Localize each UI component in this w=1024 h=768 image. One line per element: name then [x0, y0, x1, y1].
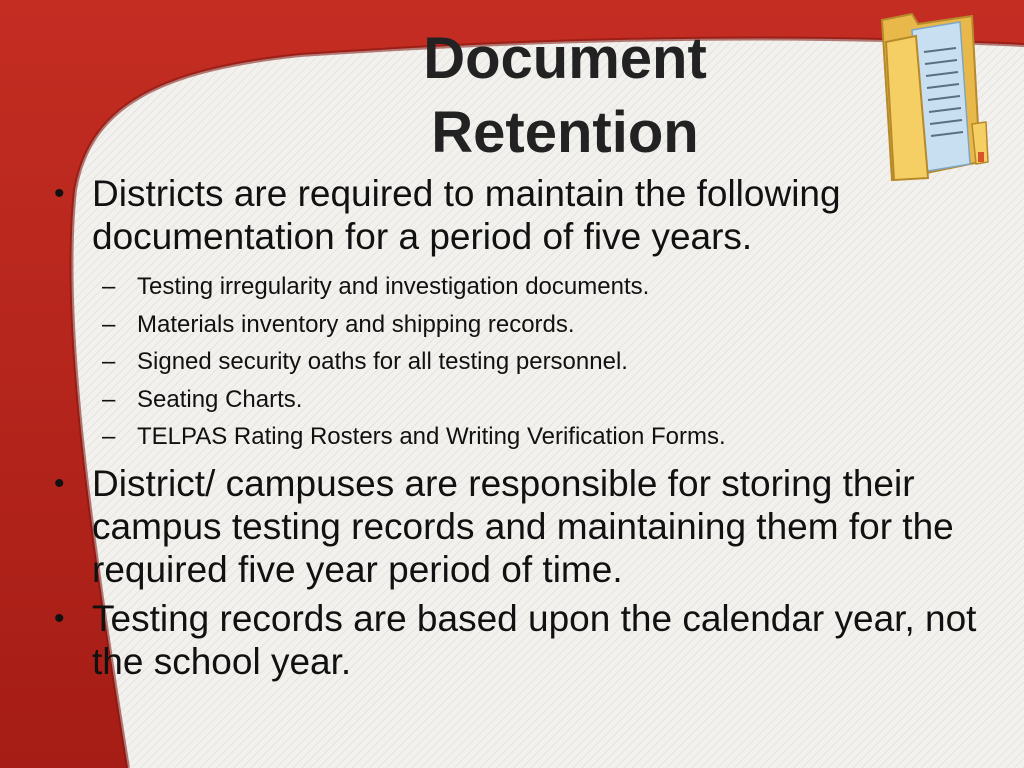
bullet-marker: • [54, 466, 65, 500]
dash-marker: – [102, 423, 116, 450]
bullet-text: Districts are required to maintain the following documentation for a period of five years. [92, 173, 841, 257]
slide-body [52, 172, 1002, 683]
sub-list-item [52, 418, 1002, 456]
sub-list-item [52, 306, 1002, 344]
bullet-text: District/ campuses are responsible for storing their campus testing records and maintaining them for the required five year period of time. [92, 462, 954, 590]
bullet-item [52, 172, 1002, 258]
sub-item-text: Signed security oaths for all testing personnel. [137, 348, 628, 375]
dash-marker: – [102, 348, 116, 375]
bullet-marker: • [54, 177, 65, 210]
dash-marker: – [102, 385, 116, 413]
dash-marker: – [102, 273, 116, 300]
sub-list-item [52, 343, 1002, 381]
sub-list [52, 268, 1002, 456]
page-title [300, 22, 830, 170]
bullet-marker: • [54, 601, 65, 635]
bullet-text: Testing records are based upon the calendar year, not the school year. [92, 597, 977, 682]
sub-list-item [52, 381, 1002, 419]
title-line-1: Document [423, 26, 707, 91]
folder-icon [872, 12, 992, 182]
bullet-item [52, 462, 1002, 591]
sub-item-text: TELPAS Rating Rosters and Writing Verification Forms. [137, 423, 726, 450]
dash-marker: – [102, 310, 116, 338]
bullet-item [52, 597, 1002, 683]
sub-item-text: Seating Charts. [137, 385, 303, 413]
sub-list-item [52, 268, 1002, 306]
sub-item-text: Materials inventory and shipping records. [137, 310, 575, 338]
sub-item-text: Testing irregularity and investigation documents. [137, 273, 650, 300]
title-line-2: Retention [431, 100, 699, 165]
